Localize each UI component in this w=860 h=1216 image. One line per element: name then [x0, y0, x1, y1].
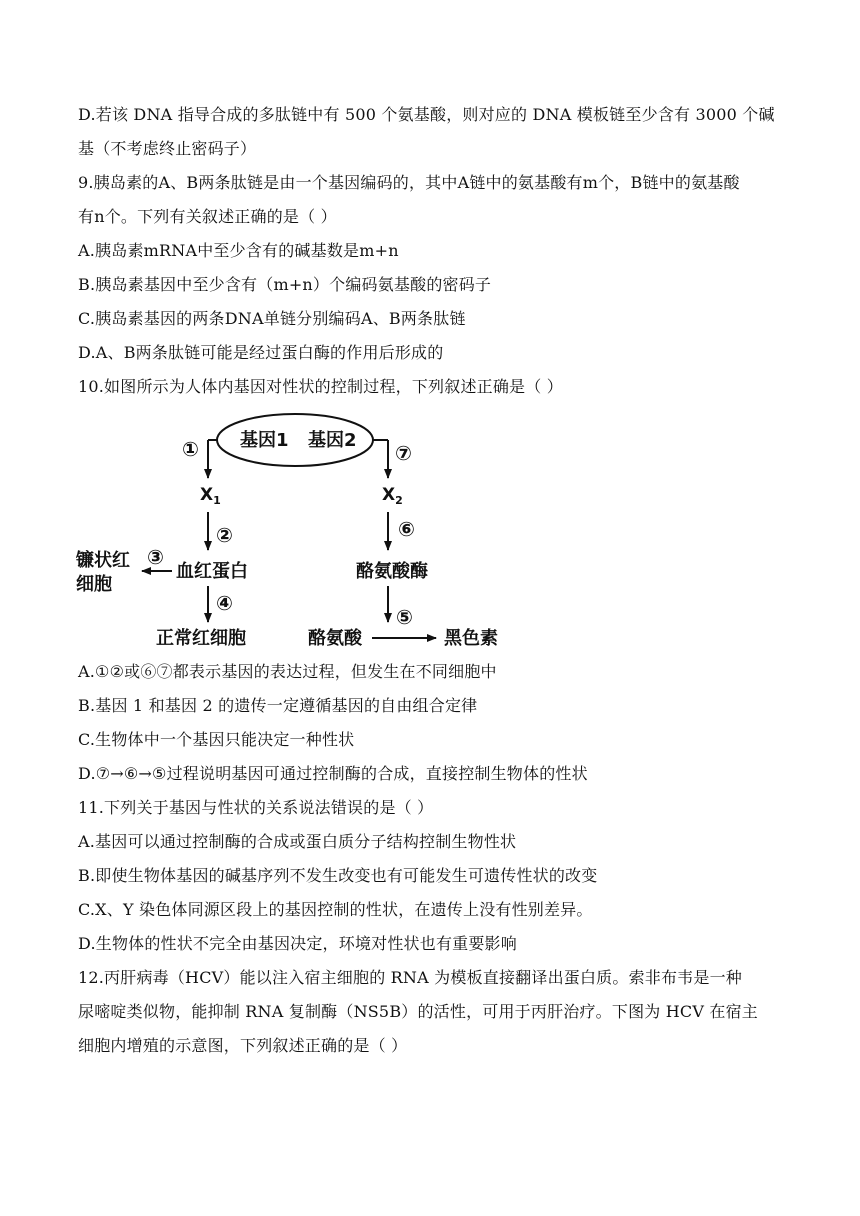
step1-label: ①: [182, 437, 199, 461]
tyrosine-label: 酪氨酸: [308, 628, 362, 649]
q9-option-a: A.胰岛素mRNA中至少含有的碱基数是m+n: [78, 241, 399, 260]
step7-label: ⑦: [395, 441, 412, 465]
step3-label: ③: [147, 545, 164, 569]
q9-stem-line1: 9.胰岛素的A、B两条肽链是由一个基因编码的，其中A链中的氨基酸有m个，B链中的氨基酸: [78, 173, 740, 192]
q12-stem-line3: 细胞内增殖的示意图，下列叙述正确的是（ ）: [78, 1036, 408, 1055]
gene2-label: 基因2: [308, 430, 357, 451]
q11-option-b: B.即使生物体基因的碱基序列不发生改变也有可能发生可遗传性状的改变: [78, 866, 598, 885]
q12-stem-line2: 尿嘧啶类似物，能抑制 RNA 复制酶（NS5B）的活性，可用于丙肝治疗。下图为 HCV 在宿主: [78, 1002, 758, 1021]
q10-option-a: A.①②或⑥⑦都表示基因的表达过程，但发生在不同细胞中: [78, 662, 497, 681]
q8-option-d-line2: 基（不考虑终止密码子）: [78, 139, 257, 158]
q11-stem: 11.下列关于基因与性状的关系说法错误的是（ ）: [78, 798, 434, 817]
q10-option-c: C.生物体中一个基因只能决定一种性状: [78, 730, 355, 749]
step4-label: ④: [216, 591, 233, 615]
sickle-cell-label-line2: 细胞: [76, 574, 112, 595]
q11-option-a: A.基因可以通过控制酶的合成或蛋白质分子结构控制生物性状: [78, 832, 517, 851]
x1-label: $X_1$: [200, 485, 221, 507]
q9-option-c: C.胰岛素基因的两条DNA单链分别编码A、B两条肽链: [78, 309, 466, 328]
gene1-label: 基因1: [240, 430, 289, 451]
gene-trait-diagram: [70, 410, 530, 655]
q10-option-b: B.基因 1 和基因 2 的遗传一定遵循基因的自由组合定律: [78, 696, 478, 715]
q9-option-d: D.A、B两条肽链可能是经过蛋白酶的作用后形成的: [78, 343, 444, 362]
q12-stem-line1: 12.丙肝病毒（HCV）能以注入宿主细胞的 RNA 为模板直接翻译出蛋白质。索非布韦是一种: [78, 968, 742, 987]
normal-rbc-label: 正常红细胞: [156, 628, 246, 649]
melanin-label: 黑色素: [444, 628, 498, 649]
q9-stem-line2: 有n个。下列有关叙述正确的是（ ）: [78, 207, 337, 226]
q9-option-b: B.胰岛素基因中至少含有（m+n）个编码氨基酸的密码子: [78, 275, 492, 294]
hemoglobin-label: 血红蛋白: [176, 561, 248, 582]
step6-label: ⑥: [398, 517, 415, 541]
q10-option-d: D.⑦→⑥→⑤过程说明基因可通过控制酶的合成，直接控制生物体的性状: [78, 764, 588, 783]
tyrosinase-label: 酪氨酸酶: [356, 561, 428, 582]
q11-option-d: D.生物体的性状不完全由基因决定，环境对性状也有重要影响: [78, 934, 517, 953]
sickle-cell-label-line1: 镰状红: [76, 550, 130, 571]
q10-stem: 10.如图所示为人体内基因对性状的控制过程，下列叙述正确是（ ）: [78, 377, 563, 396]
step2-label: ②: [216, 523, 233, 547]
q8-option-d-line1: D.若该 DNA 指导合成的多肽链中有 500 个氨基酸，则对应的 DNA 模板链至少含有 3000 个碱: [78, 105, 775, 124]
step5-label: ⑤: [396, 605, 413, 629]
x2-label: $X_2$: [382, 485, 403, 507]
q11-option-c: C.X、Y 染色体同源区段上的基因控制的性状，在遗传上没有性别差异。: [78, 900, 593, 919]
